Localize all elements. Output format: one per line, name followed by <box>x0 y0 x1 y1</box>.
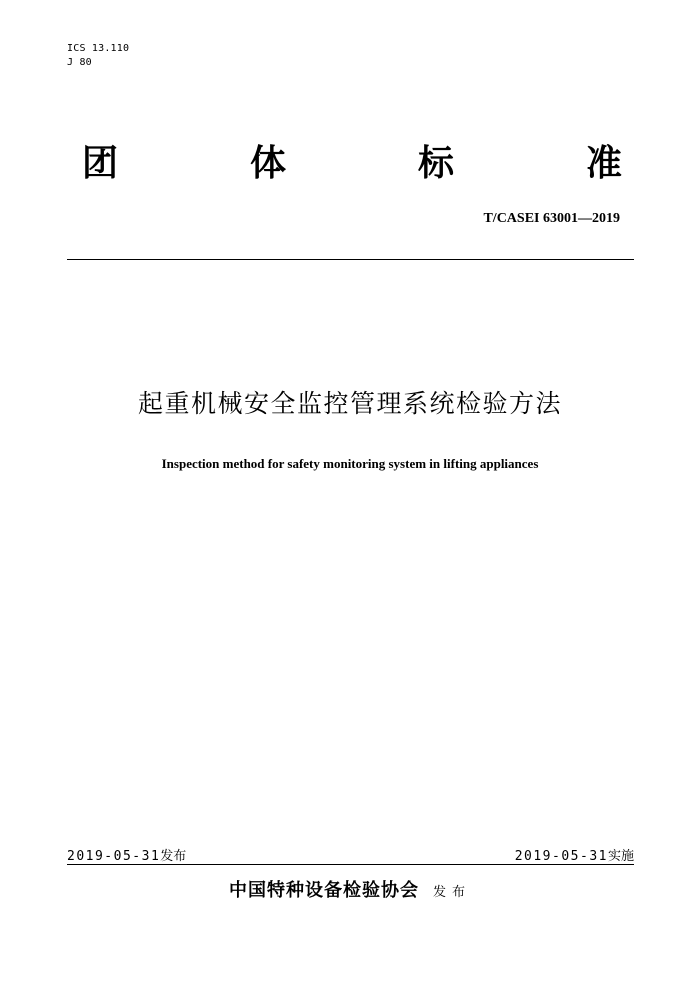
standard-type-char: 团 <box>82 143 119 184</box>
publisher-line <box>0 876 700 902</box>
publisher-suffix: 发布 <box>432 885 471 900</box>
standard-type-char: 体 <box>249 143 286 184</box>
title-chinese: 起重机械安全监控管理系统检验方法 <box>137 389 562 418</box>
standard-type-char: 准 <box>585 143 622 184</box>
ics-code: ICS 13.110 <box>67 43 130 54</box>
top-divider <box>67 259 634 260</box>
implement-date-line <box>515 845 634 864</box>
title-english: Inspection method for safety monitoring system in lifting appliances <box>161 456 539 471</box>
issue-date: 2019-05-31 <box>67 849 161 864</box>
implement-label: 实施 <box>607 849 634 864</box>
classification-codes <box>67 42 129 70</box>
issue-label: 发布 <box>160 849 187 864</box>
standard-type-heading <box>82 142 622 186</box>
bottom-divider <box>67 864 634 865</box>
ccs-code: J 80 <box>67 57 92 68</box>
publisher-name: 中国特种设备检验协会 <box>228 880 419 901</box>
standard-number: T/CASEI 63001—2019 <box>483 211 620 226</box>
implement-date: 2019-05-31 <box>514 849 608 864</box>
issue-date-line <box>67 845 186 864</box>
standard-type-char: 标 <box>417 143 454 184</box>
